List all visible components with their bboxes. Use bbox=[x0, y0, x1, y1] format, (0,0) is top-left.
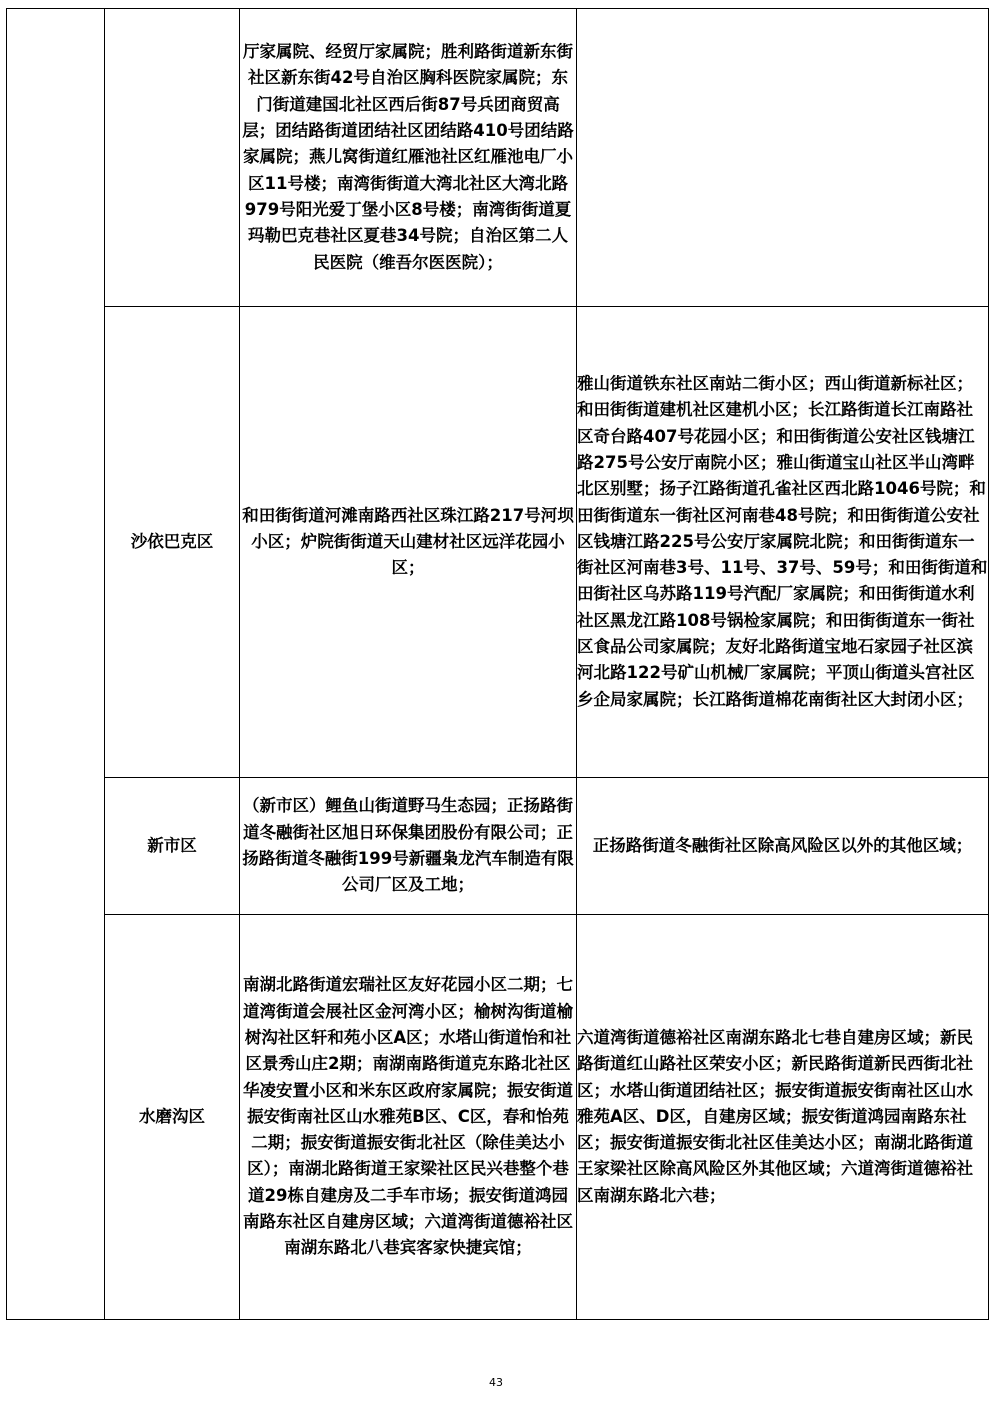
mid-risk-cell: 六道湾街道德裕社区南湖东路北七巷自建房区域；新民路街道红山路社区荣安小区；新民路街道新民西街北社区；水塔山街道团结社区；振安街道振安街南社区山水雅苑A区、D区，自建房区域；振安街道鸿园南路东社区；振安街道振安街北社区佳美达小区；南湖北路街道王家梁社区除高风险区外其他区域；六道湾街道德裕社区南湖东路北六巷； bbox=[577, 915, 989, 1320]
mid-risk-cell bbox=[577, 9, 989, 307]
table-row bbox=[7, 915, 989, 1320]
district-cell: 沙依巴克区 bbox=[105, 307, 240, 778]
table-row bbox=[7, 307, 989, 778]
high-risk-cell: （新市区）鲤鱼山街道野马生态园；正扬路街道冬融街社区旭日环保集团股份有限公司；正扬路街道冬融街199号新疆枭龙汽车制造有限公司厂区及工地； bbox=[240, 778, 577, 915]
mid-risk-cell: 雅山街道铁东社区南站二街小区；西山街道新标社区；和田街街道建机社区建机小区；长江路街道长江南路社区奇台路407号花园小区；和田街街道公安社区钱塘江路275号公安厅南院小区；雅山街道宝山社区半山湾畔北区别墅；扬子江路街道孔雀社区西北路1046号院；和田街街道东一街社区河南巷48号院；和田街街道公安社区钱塘江路225号公安厅家属院北院；和田街街道东一街社区河南巷3号、11号、37号、59号；和田街街道和田街社区乌苏路119号汽配厂家属院；和田街街道水利社区黑龙江路108号锅检家属院；和田街街道东一街社区食品公司家属院；友好北路街道宝地石家园子社区滨河北路122号矿山机械厂家属院；平顶山街道头宫社区乡企局家属院；长江路街道棉花南街社区大封闭小区； bbox=[577, 307, 989, 778]
page-number: 43 bbox=[489, 1376, 503, 1389]
city-cell bbox=[7, 9, 105, 1320]
high-risk-cell: 和田街街道河滩南路西社区珠江路217号河坝小区；炉院街街道天山建材社区远洋花园小区； bbox=[240, 307, 577, 778]
high-risk-cell: 南湖北路街道宏瑞社区友好花园小区二期；七道湾街道会展社区金河湾小区；榆树沟街道榆树沟社区轩和苑小区A区；水塔山街道怡和社区景秀山庄2期；南湖南路街道克东路北社区华凌安置小区和米东区政府家属院；振安街道振安街南社区山水雅苑B区、C区，春和怡苑二期；振安街道振安街北社区（除佳美达小区）；南湖北路街道王家梁社区民兴巷整个巷道29栋自建房及二手车市场；振安街道鸿园南路东社区自建房区域；六道湾街道德裕社区南湖东路北八巷宾客家快捷宾馆； bbox=[240, 915, 577, 1320]
district-cell: 水磨沟区 bbox=[105, 915, 240, 1320]
high-risk-cell: 厅家属院、经贸厅家属院；胜利路街道新东街社区新东街42号自治区胸科医院家属院；东门街道建国北社区西后街87号兵团商贸高层；团结路街道团结社区团结路410号团结路家属院；燕儿窝街道红雁池社区红雁池电厂小区11号楼；南湾街街道大湾北社区大湾北路979号阳光爱丁堡小区8号楼；南湾街街道夏玛勒巴克巷社区夏巷34号院；自治区第二人民医院（维吾尔医医院）； bbox=[240, 9, 577, 307]
mid-risk-cell: 正扬路街道冬融街社区除高风险区以外的其他区域； bbox=[577, 778, 989, 915]
risk-area-table bbox=[6, 8, 989, 1320]
table-row bbox=[7, 9, 989, 307]
district-cell: 新市区 bbox=[105, 778, 240, 915]
table-row bbox=[7, 778, 989, 915]
district-cell bbox=[105, 9, 240, 307]
